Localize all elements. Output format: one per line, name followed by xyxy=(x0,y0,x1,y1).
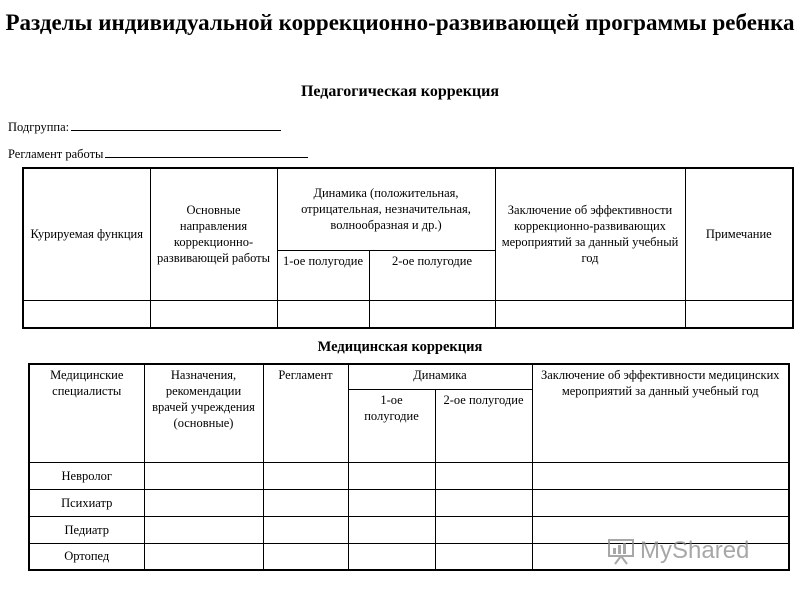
table-cell[interactable] xyxy=(144,462,263,489)
schedule-field xyxy=(8,145,308,162)
table-cell[interactable] xyxy=(144,543,263,570)
table-cell[interactable] xyxy=(150,300,277,328)
document-title: Разделы индивидуальной коррекционно-развивающей программы ребенка xyxy=(5,10,795,35)
table-cell[interactable] xyxy=(348,489,435,516)
subgroup-blank xyxy=(71,118,281,131)
table-cell[interactable] xyxy=(495,300,685,328)
specialist-pediatrician: Педиатр xyxy=(29,516,144,543)
table-cell[interactable] xyxy=(263,543,348,570)
pedagogical-heading: Педагогическая коррекция xyxy=(300,83,500,100)
watermark-text: MyShared xyxy=(640,537,750,564)
header-conclusion: Заключение об эффективности медицинских мероприятий за данный учебный год xyxy=(532,364,789,462)
table-cell[interactable] xyxy=(369,300,495,328)
header-half2: 2-ое полугодие xyxy=(369,250,495,300)
table-cell[interactable] xyxy=(263,516,348,543)
table-cell[interactable] xyxy=(435,516,532,543)
presentation-board-icon xyxy=(606,536,636,566)
table-cell[interactable] xyxy=(263,462,348,489)
table-row xyxy=(23,300,793,328)
schedule-blank xyxy=(105,145,308,158)
header-half1: 1-ое полугодие xyxy=(277,250,369,300)
header-prescriptions: Назначения, рекомендации врачей учреждения (основные) xyxy=(144,364,263,462)
table-cell[interactable] xyxy=(532,489,789,516)
table-cell[interactable] xyxy=(532,462,789,489)
specialist-orthopedist: Ортопед xyxy=(29,543,144,570)
schedule-label: Регламент работы xyxy=(8,147,104,161)
subgroup-field xyxy=(8,118,281,135)
table-row xyxy=(29,462,789,489)
header-dynamics: Динамика (положительная, отрицательная, незначительная, волнообразная и др.) xyxy=(277,168,495,250)
subgroup-label: Подгруппа: xyxy=(8,120,70,134)
table-cell[interactable] xyxy=(144,489,263,516)
header-specialists: Медицинские специалисты xyxy=(29,364,144,462)
header-schedule: Регламент xyxy=(263,364,348,462)
table-cell[interactable] xyxy=(144,516,263,543)
medical-heading: Медицинская коррекция xyxy=(317,339,483,355)
header-note: Примечание xyxy=(685,168,793,300)
pedagogical-table xyxy=(22,167,794,329)
header-half1: 1-ое полугодие xyxy=(348,389,435,462)
table-cell[interactable] xyxy=(348,462,435,489)
header-dynamics: Динамика xyxy=(348,364,532,389)
table-cell[interactable] xyxy=(435,462,532,489)
table-cell[interactable] xyxy=(435,489,532,516)
header-directions: Основные направления коррекционно-развивающей работы xyxy=(150,168,277,300)
specialist-psychiatrist: Психиатр xyxy=(29,489,144,516)
table-cell[interactable] xyxy=(685,300,793,328)
header-conclusion: Заключение об эффективности коррекционно-развивающих мероприятий за данный учебный год xyxy=(495,168,685,300)
table-cell[interactable] xyxy=(277,300,369,328)
header-half2: 2-ое полугодие xyxy=(435,389,532,462)
table-cell[interactable] xyxy=(348,543,435,570)
table-cell[interactable] xyxy=(263,489,348,516)
table-row xyxy=(29,489,789,516)
table-cell[interactable] xyxy=(348,516,435,543)
watermark xyxy=(606,536,749,566)
table-cell[interactable] xyxy=(435,543,532,570)
specialist-neurologist: Невролог xyxy=(29,462,144,489)
table-cell[interactable] xyxy=(23,300,150,328)
header-function: Курируемая функция xyxy=(23,168,150,300)
